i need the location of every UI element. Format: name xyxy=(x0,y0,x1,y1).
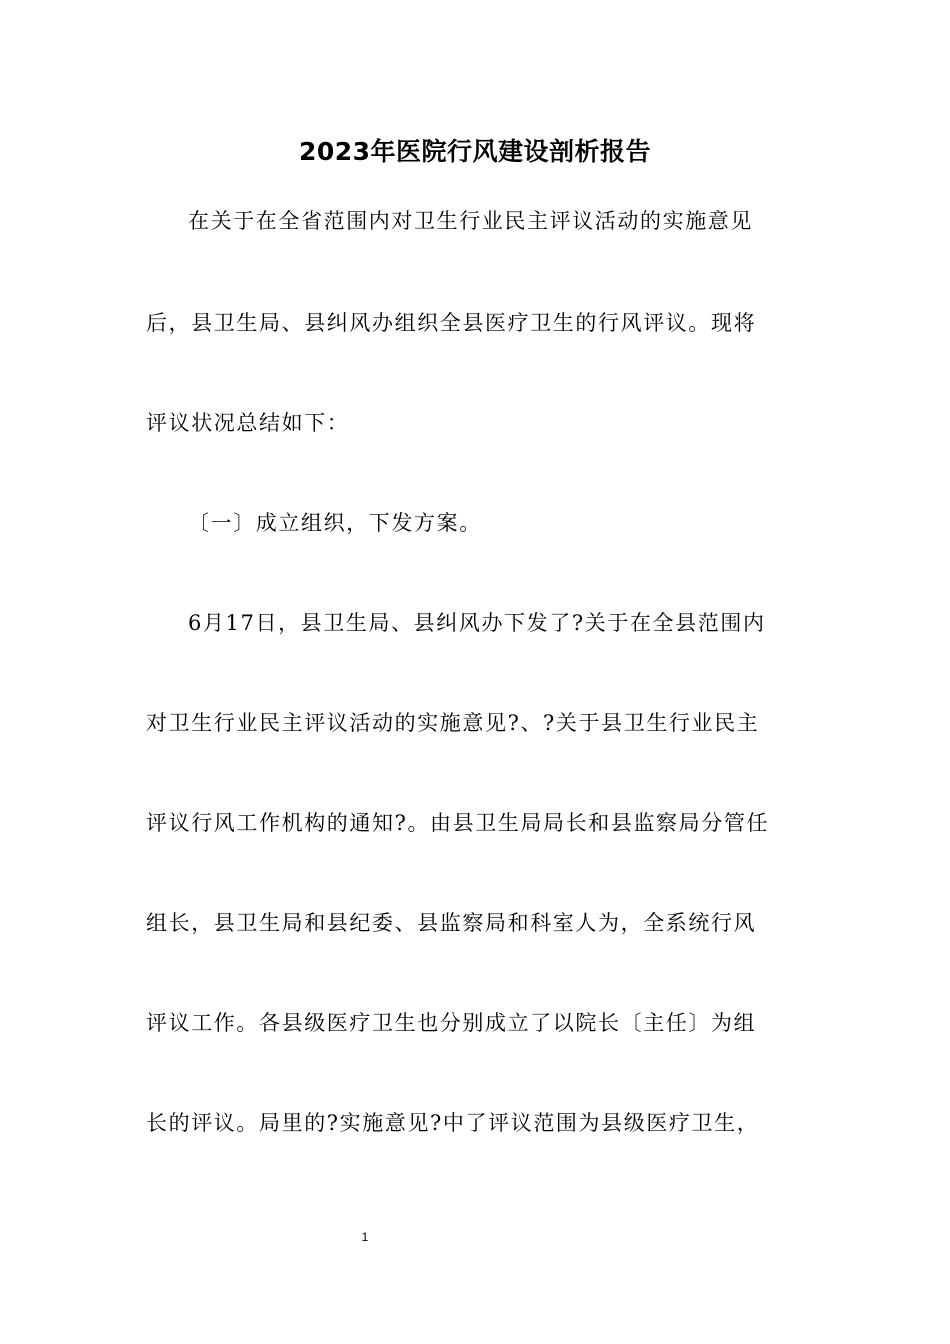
paragraph-line-8: 组长，县卫生局和县纪委、县监察局和科室人为，全系统行风 xyxy=(146,911,757,935)
section-heading: 〔一〕成立组织，下发方案。 xyxy=(188,511,482,535)
document-title: 2023年医院行风建设剖析报告 xyxy=(298,137,652,166)
paragraph-line-7: 评议行风工作机构的通知?。由县卫生局局长和县监察局分管任 xyxy=(146,811,770,835)
paragraph-line-10: 长的评议。局里的?实施意见?中了评议范围为县级医疗卫生， xyxy=(146,1111,760,1135)
paragraph-line-9: 评议工作。各县级医疗卫生也分别成立了以院长〔主任〕为组 xyxy=(146,1011,757,1035)
paragraph-line-5: 6月17日，县卫生局、县纠风办下发了?关于在全县范围内 xyxy=(188,611,766,635)
paragraph-line-2: 后，县卫生局、县纠风办组织全县医疗卫生的行风评议。现将 xyxy=(146,311,757,335)
page-number: 1 xyxy=(361,1230,369,1244)
paragraph-line-3: 评议状况总结如下： xyxy=(146,411,350,435)
paragraph-line-1: 在关于在全省范围内对卫生行业民主评议活动的实施意见 xyxy=(188,209,753,233)
paragraph-line-6: 对卫生行业民主评议活动的实施意见?、?关于县卫生行业民主 xyxy=(146,711,760,735)
